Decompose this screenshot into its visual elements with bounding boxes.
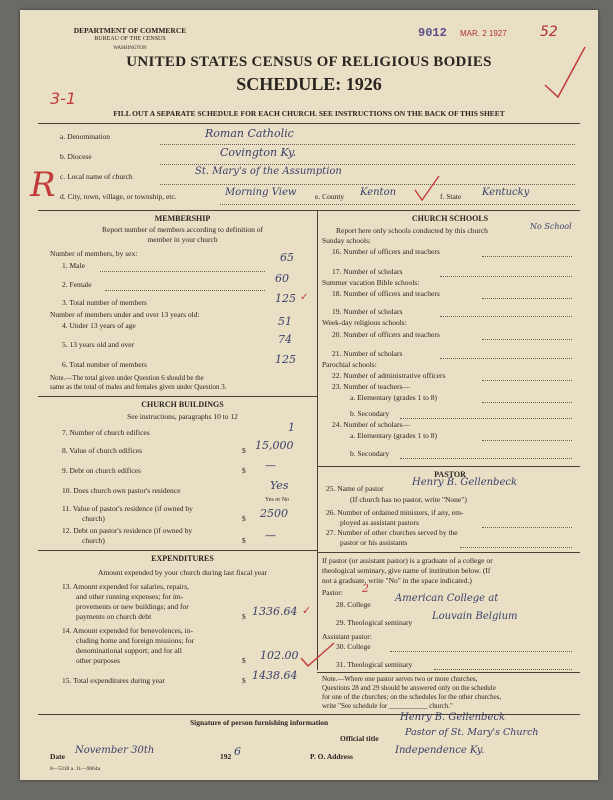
county-value: Kenton xyxy=(360,187,397,198)
denomination-value: Roman Catholic xyxy=(205,127,294,140)
divider xyxy=(317,552,580,553)
grad-line1: If pastor (or assistant pastor) is a graduate of a college or xyxy=(322,556,493,565)
q30-label: 30. College xyxy=(336,642,371,651)
membership-sub1: Report number of members according to definition of xyxy=(102,225,263,234)
q24a-label: a. Elementary (grades 1 to 8) xyxy=(350,431,438,440)
dollar-sign: $ xyxy=(242,536,246,545)
dollar-sign: $ xyxy=(242,612,246,621)
expenditures-heading: EXPENDITURES xyxy=(151,554,214,563)
dollar-sign: $ xyxy=(242,676,246,685)
total-members-label: 3. Total number of members xyxy=(62,298,147,307)
residence-value-label-1: 11. Value of pastor's residence (if owned by xyxy=(62,504,193,513)
under-13-label: 4. Under 13 years of age xyxy=(62,321,136,330)
exp14-value: 102.00 xyxy=(260,649,299,662)
red-check-icon: ✓ xyxy=(300,292,309,303)
schools-heading: CHURCH SCHOOLS xyxy=(411,214,489,223)
q27-line2: pastor or his assistants xyxy=(340,538,408,547)
edifice-value-value: 15,000 xyxy=(255,439,294,452)
pastor-heading: PASTOR xyxy=(434,470,466,479)
official-title-value: Pastor of St. Mary's Church xyxy=(405,727,539,738)
church-name-label: c. Local name of church xyxy=(60,172,133,181)
date-value: November 30th xyxy=(75,745,155,756)
q26-line2: ployed as assistant pastors xyxy=(340,518,419,527)
red-check-icon xyxy=(298,640,338,670)
pastor-name-value: Henry B. Gellenbeck xyxy=(412,477,518,488)
under-13-value: 51 xyxy=(278,315,292,328)
dept-name: DEPARTMENT OF COMMERCE xyxy=(73,26,187,35)
state-label: f. State xyxy=(440,192,462,201)
q18-label: 18. Number of officers and teachers xyxy=(332,289,440,298)
residence-value: Yes xyxy=(270,479,289,492)
pastor-name-note: (If church has no pastor, write "None") xyxy=(350,495,467,504)
city-label: d. City, town, village, or township, etc. xyxy=(60,192,177,201)
diocese-label: b. Diocese xyxy=(60,152,92,161)
schools-sub-value: No School xyxy=(530,222,572,231)
state-value: Kentucky xyxy=(482,187,530,198)
q16-label: 16. Number of officers and teachers xyxy=(332,247,440,256)
by-sex-label: Number of members, by sex: xyxy=(50,249,138,258)
residence-value-value: 2500 xyxy=(260,507,288,520)
residence-debt-label-1: 12. Debt on pastor's residence (if owned by xyxy=(62,526,193,535)
exp14-line2: cluding home and foreign missions; for xyxy=(76,636,195,645)
department-block xyxy=(60,26,200,53)
q21-label: 21. Number of scholars xyxy=(332,349,403,358)
membership-note1: Note.—The total given under Question 6 should be the xyxy=(50,374,204,382)
exp13-line1: 13. Amount expended for salaries, repairs, xyxy=(62,582,190,591)
stamp-date: MAR. 2 1927 xyxy=(460,29,507,38)
q24b-label: b. Secondary xyxy=(350,449,390,458)
q22-label: 22. Number of administrative officers xyxy=(332,371,446,380)
expenditures-sub: Amount expended by your church during last fiscal year xyxy=(97,568,268,577)
parochial-label: Parochial schools: xyxy=(322,360,377,369)
form-number: 8—5318 a. 11—9064a xyxy=(50,766,101,772)
total-members-2-value: 125 xyxy=(275,353,296,366)
denomination-label: a. Denomination xyxy=(60,132,110,141)
official-title-label: Official title xyxy=(340,734,379,743)
exp13-line2: and other running expenses; for im- xyxy=(76,592,184,601)
summer-label: Summer vacation Bible schools: xyxy=(322,278,420,287)
exp15-value: 1438.64 xyxy=(252,669,298,682)
exp13-value: 1336.64 xyxy=(252,605,298,618)
sunday-label: Sunday schools: xyxy=(322,236,371,245)
red-check-icon xyxy=(412,174,442,204)
red-letter: R xyxy=(30,165,56,205)
male-label: 1. Male xyxy=(62,261,85,270)
form-title: UNITED STATES CENSUS OF RELIGIOUS BODIES xyxy=(126,54,492,70)
exp13-line4: payments on church debt xyxy=(76,612,152,621)
pastor-note-2: Questions 28 and 29 should be answered only on the schedule xyxy=(322,684,496,692)
pastor-note-1: Note.—Where one pastor serves two or more churches, xyxy=(322,675,478,683)
church-name-value: St. Mary's of the Assumption xyxy=(195,166,342,177)
dollar-sign: $ xyxy=(242,446,246,455)
exp14-line4: other purposes xyxy=(76,656,120,665)
under-over-label: Number of members under and over 13 years old: xyxy=(50,310,200,319)
exp15-label: 15. Total expenditures during year xyxy=(62,676,165,685)
grad-line2: theological seminary, give name of institution below. (If xyxy=(322,566,491,575)
q24-label: 24. Number of scholars— xyxy=(332,420,410,429)
q26-line1: 26. Number of ordained ministers, if any, em- xyxy=(326,508,464,517)
pastor-note-4: write "See schedule for ___________ church." xyxy=(322,702,453,710)
divider xyxy=(38,210,580,211)
q20-label: 20. Number of officers and teachers xyxy=(332,330,440,339)
edifice-debt-value: — xyxy=(265,459,276,472)
exp14-line1: 14. Amount expended for benevolences, in- xyxy=(62,626,194,635)
schedule-title: SCHEDULE: 1926 xyxy=(236,74,382,94)
divider xyxy=(38,550,317,551)
total-members-value: 125 xyxy=(275,292,296,305)
q17-label: 17. Number of scholars xyxy=(332,267,403,276)
bureau-name: BUREAU OF THE CENSUS xyxy=(94,36,166,42)
column-divider xyxy=(317,210,318,670)
signature-value: Henry B. Gellenbeck xyxy=(400,712,506,723)
exp14-line3: denominational support; and for all xyxy=(76,646,182,655)
yes-no-hint: Yes or No xyxy=(265,497,290,503)
edifice-value-label: 8. Value of church edifices xyxy=(62,446,143,455)
over-13-label: 5. 13 years old and over xyxy=(62,340,135,349)
census-form xyxy=(20,10,598,780)
q28-value: American College at xyxy=(395,593,499,604)
year-label: 192 xyxy=(220,752,232,761)
stamp-number: 9012 xyxy=(418,26,447,40)
red-code: 3-1 xyxy=(50,89,77,108)
dollar-sign: $ xyxy=(242,514,246,523)
q23-label: 23. Number of teachers— xyxy=(332,382,410,391)
assistant-label: Assistant pastor: xyxy=(322,632,372,641)
q23b-label: b. Secondary xyxy=(350,409,390,418)
q31-label: 31. Theological seminary xyxy=(336,660,413,669)
pastor-note-3: for one of the churches; on the schedules for the other churches, xyxy=(322,693,502,701)
date-label: Date xyxy=(50,752,65,761)
edifices-value: 1 xyxy=(288,421,295,434)
diocese-value: Covington Ky. xyxy=(220,146,297,159)
membership-note2: same as the total of males and females given under Question 3. xyxy=(50,383,227,391)
dollar-sign: $ xyxy=(242,466,246,475)
po-address-value: Independence Ky. xyxy=(395,745,485,756)
po-address-label: P. O. Address xyxy=(310,752,353,761)
edifices-label: 7. Number of church edifices xyxy=(62,428,150,437)
q27-line1: 27. Number of other churches served by the xyxy=(326,528,458,537)
county-label: e. County xyxy=(315,192,345,201)
instruction-line: FILL OUT A SEPARATE SCHEDULE FOR EACH CHURCH. SEE INSTRUCTIONS ON THE BACK OF THIS SHEET xyxy=(113,109,505,118)
edifice-debt-label: 9. Debt on church edifices xyxy=(62,466,141,475)
female-value: 60 xyxy=(275,272,289,285)
q19-label: 19. Number of scholars xyxy=(332,307,403,316)
city-name: WASHINGTON xyxy=(113,46,147,51)
dollar-sign: $ xyxy=(242,656,246,665)
year-digit: 6 xyxy=(234,745,241,758)
schools-sub: Report here only schools conducted by this church xyxy=(336,226,488,235)
exp13-line3: provements or new buildings; and for xyxy=(76,602,189,611)
residence-label: 10. Does church own pastor's residence xyxy=(62,486,181,495)
residence-debt-label-2: church) xyxy=(82,536,105,545)
buildings-heading: CHURCH BUILDINGS xyxy=(141,400,224,409)
stamp-mark: 52 xyxy=(540,24,558,40)
over-13-value: 74 xyxy=(278,333,292,346)
female-label: 2. Female xyxy=(62,280,92,289)
q29-value: Louvain Belgium xyxy=(432,611,518,622)
buildings-sub: See instructions, paragraphs 10 to 12 xyxy=(127,412,238,421)
weekday-label: Week-day religious schools: xyxy=(322,318,407,327)
q28-label: 28. College xyxy=(336,600,371,609)
residence-value-label-2: church) xyxy=(82,514,105,523)
q29-label: 29. Theological seminary xyxy=(336,618,413,627)
divider xyxy=(38,123,580,124)
pastor-section-label: Pastor: xyxy=(322,588,343,597)
residence-debt-value: — xyxy=(265,529,276,542)
red-check-icon: ✓ xyxy=(302,604,312,617)
male-value: 65 xyxy=(280,251,294,264)
grad-line3: not a graduate, write "No" in the space indicated.) xyxy=(322,576,472,585)
city-value: Morning View xyxy=(225,187,297,198)
q23a-label: a. Elementary (grades 1 to 8) xyxy=(350,393,438,402)
total-members-2-label: 6. Total number of members xyxy=(62,360,147,369)
membership-sub2: member in your church xyxy=(147,235,218,244)
pastor-name-label: 25. Name of pastor xyxy=(326,484,384,493)
divider xyxy=(317,672,580,673)
membership-heading: MEMBERSHIP xyxy=(154,214,211,223)
divider xyxy=(317,466,580,467)
divider xyxy=(38,396,317,397)
signature-label: Signature of person furnishing information xyxy=(190,718,329,727)
pastor-section-number: 2 xyxy=(362,582,369,595)
